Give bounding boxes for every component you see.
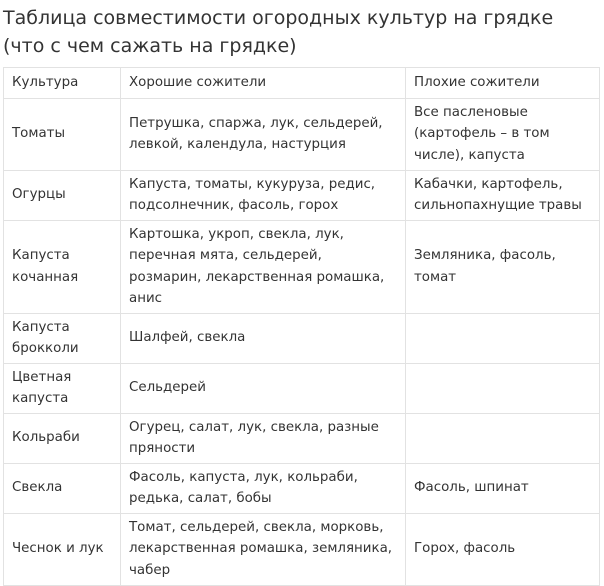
- header-crop: Культура: [4, 68, 121, 99]
- header-bad-companions: Плохие сожители: [406, 68, 600, 99]
- cell-good-companions: Петрушка, спаржа, лук, сельдерей, левкой, календула, настурция: [121, 98, 406, 170]
- table-row: [4, 513, 600, 585]
- cell-bad-companions: [406, 413, 600, 463]
- cell-crop: Огурцы: [4, 170, 121, 220]
- cell-crop: Капуста кочанная: [4, 220, 121, 313]
- cell-bad-companions: Кабачки, картофель, сильнопахнущие травы: [406, 170, 600, 220]
- cell-bad-companions: Фасоль, шпинат: [406, 463, 600, 513]
- table-row: [4, 363, 600, 413]
- cell-good-companions: Фасоль, капуста, лук, кольраби, редька, салат, бобы: [121, 463, 406, 513]
- cell-good-companions: Картошка, укроп, свекла, лук, перечная мята, сельдерей, розмарин, лекарственная ромашка, анис: [121, 220, 406, 313]
- cell-crop: Кольраби: [4, 413, 121, 463]
- table-row: [4, 220, 600, 313]
- cell-crop: Томаты: [4, 98, 121, 170]
- cell-crop: Цветная капуста: [4, 363, 121, 413]
- cell-crop: Капуста брокколи: [4, 313, 121, 363]
- cell-bad-companions: [406, 313, 600, 363]
- header-good-companions: Хорошие сожители: [121, 68, 406, 99]
- cell-good-companions: Капуста, томаты, кукуруза, редис, подсолнечник, фасоль, горох: [121, 170, 406, 220]
- table-row: [4, 463, 600, 513]
- cell-bad-companions: Все пасленовые (картофель – в том числе), капуста: [406, 98, 600, 170]
- cell-crop: Свекла: [4, 463, 121, 513]
- page-title: Таблица совместимости огородных культур на грядке (что с чем сажать на грядке): [3, 7, 554, 57]
- table-header-row: [4, 68, 600, 99]
- table-row: [4, 170, 600, 220]
- compatibility-table: [3, 67, 600, 586]
- cell-good-companions: Огурец, салат, лук, свекла, разные пряности: [121, 413, 406, 463]
- cell-good-companions: Томат, сельдерей, свекла, морковь, лекарственная ромашка, земляника, чабер: [121, 513, 406, 585]
- cell-crop: Чеснок и лук: [4, 513, 121, 585]
- cell-bad-companions: Горох, фасоль: [406, 513, 600, 585]
- cell-good-companions: Сельдерей: [121, 363, 406, 413]
- cell-bad-companions: Земляника, фасоль, томат: [406, 220, 600, 313]
- cell-bad-companions: [406, 363, 600, 413]
- table-row: [4, 313, 600, 363]
- table-row: [4, 413, 600, 463]
- cell-good-companions: Шалфей, свекла: [121, 313, 406, 363]
- table-row: [4, 98, 600, 170]
